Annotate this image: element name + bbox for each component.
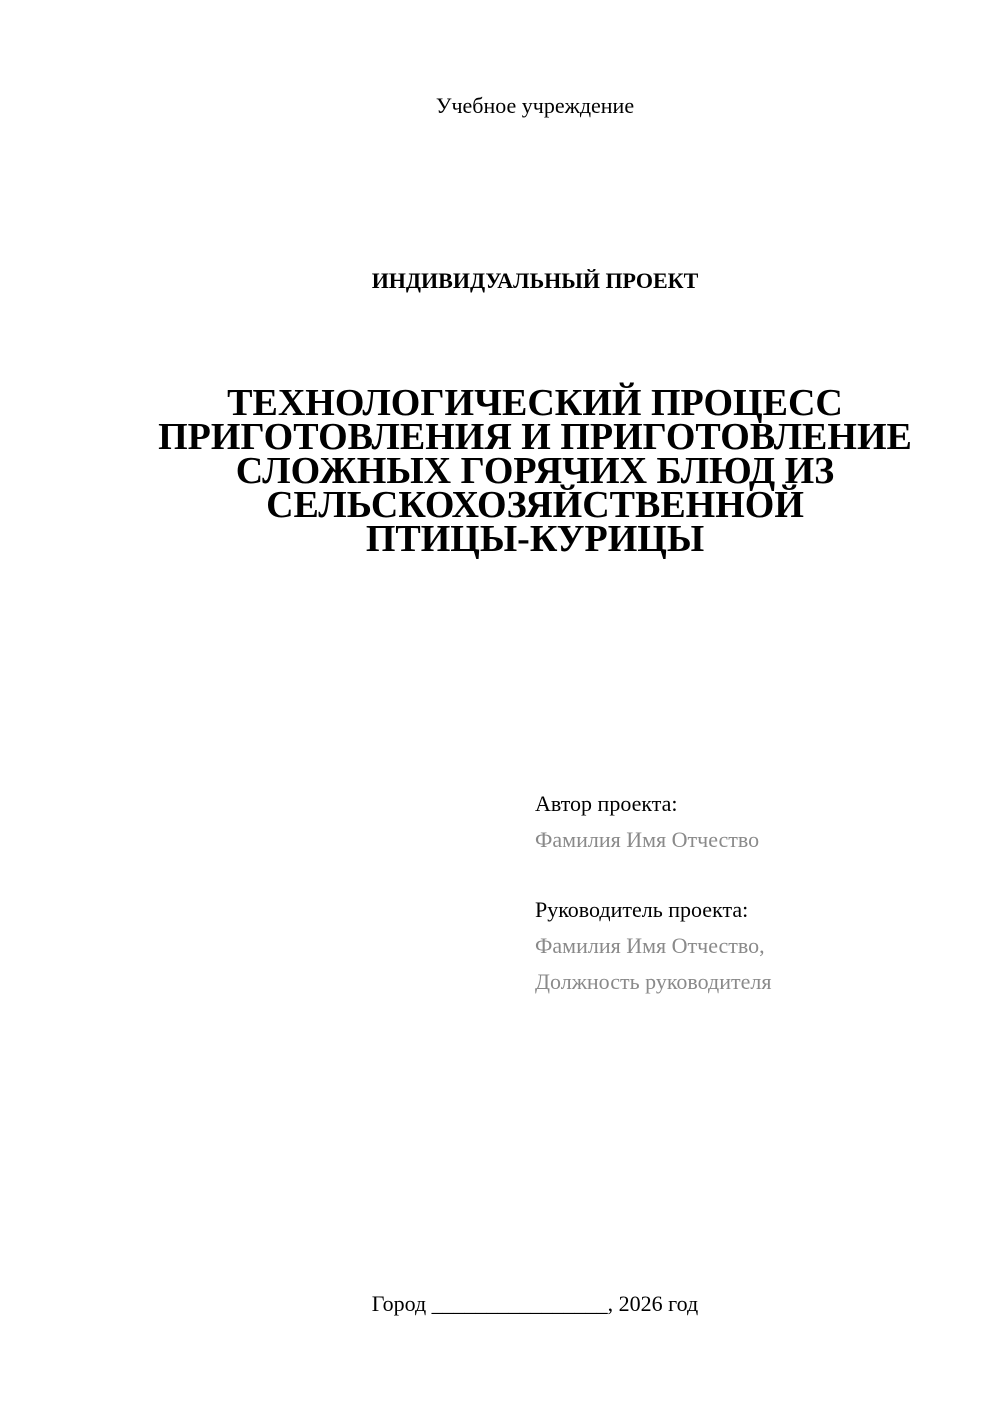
project-title	[100, 382, 970, 560]
project-title-line: ТЕХНОЛОГИЧЕСКИЙ ПРОЦЕСС	[227, 382, 843, 424]
project-title-line: ПТИЦЫ-КУРИЦЫ	[365, 518, 705, 560]
supervisor-block	[535, 892, 975, 1000]
project-title-line: ПРИГОТОВЛЕНИЯ И ПРИГОТОВЛЕНИЕ	[158, 416, 912, 458]
author-name: Фамилия Имя Отчество	[535, 827, 760, 852]
author-block	[535, 786, 975, 858]
author-label: Автор проекта:	[535, 791, 678, 816]
institution-name: Учебное учреждение	[435, 93, 635, 118]
project-title-line: СЕЛЬСКОХОЗЯЙСТВЕННОЙ	[266, 484, 804, 526]
document-type: ИНДИВИДУАЛЬНЫЙ ПРОЕКТ	[371, 268, 699, 293]
supervisor-name: Фамилия Имя Отчество,	[535, 933, 765, 958]
city-year-footer: Город ________________, 2026 год	[371, 1291, 699, 1316]
supervisor-label: Руководитель проекта:	[535, 897, 749, 922]
project-title-line: СЛОЖНЫХ ГОРЯЧИХ БЛЮД ИЗ	[235, 450, 835, 492]
supervisor-position: Должность руководителя	[535, 969, 772, 994]
